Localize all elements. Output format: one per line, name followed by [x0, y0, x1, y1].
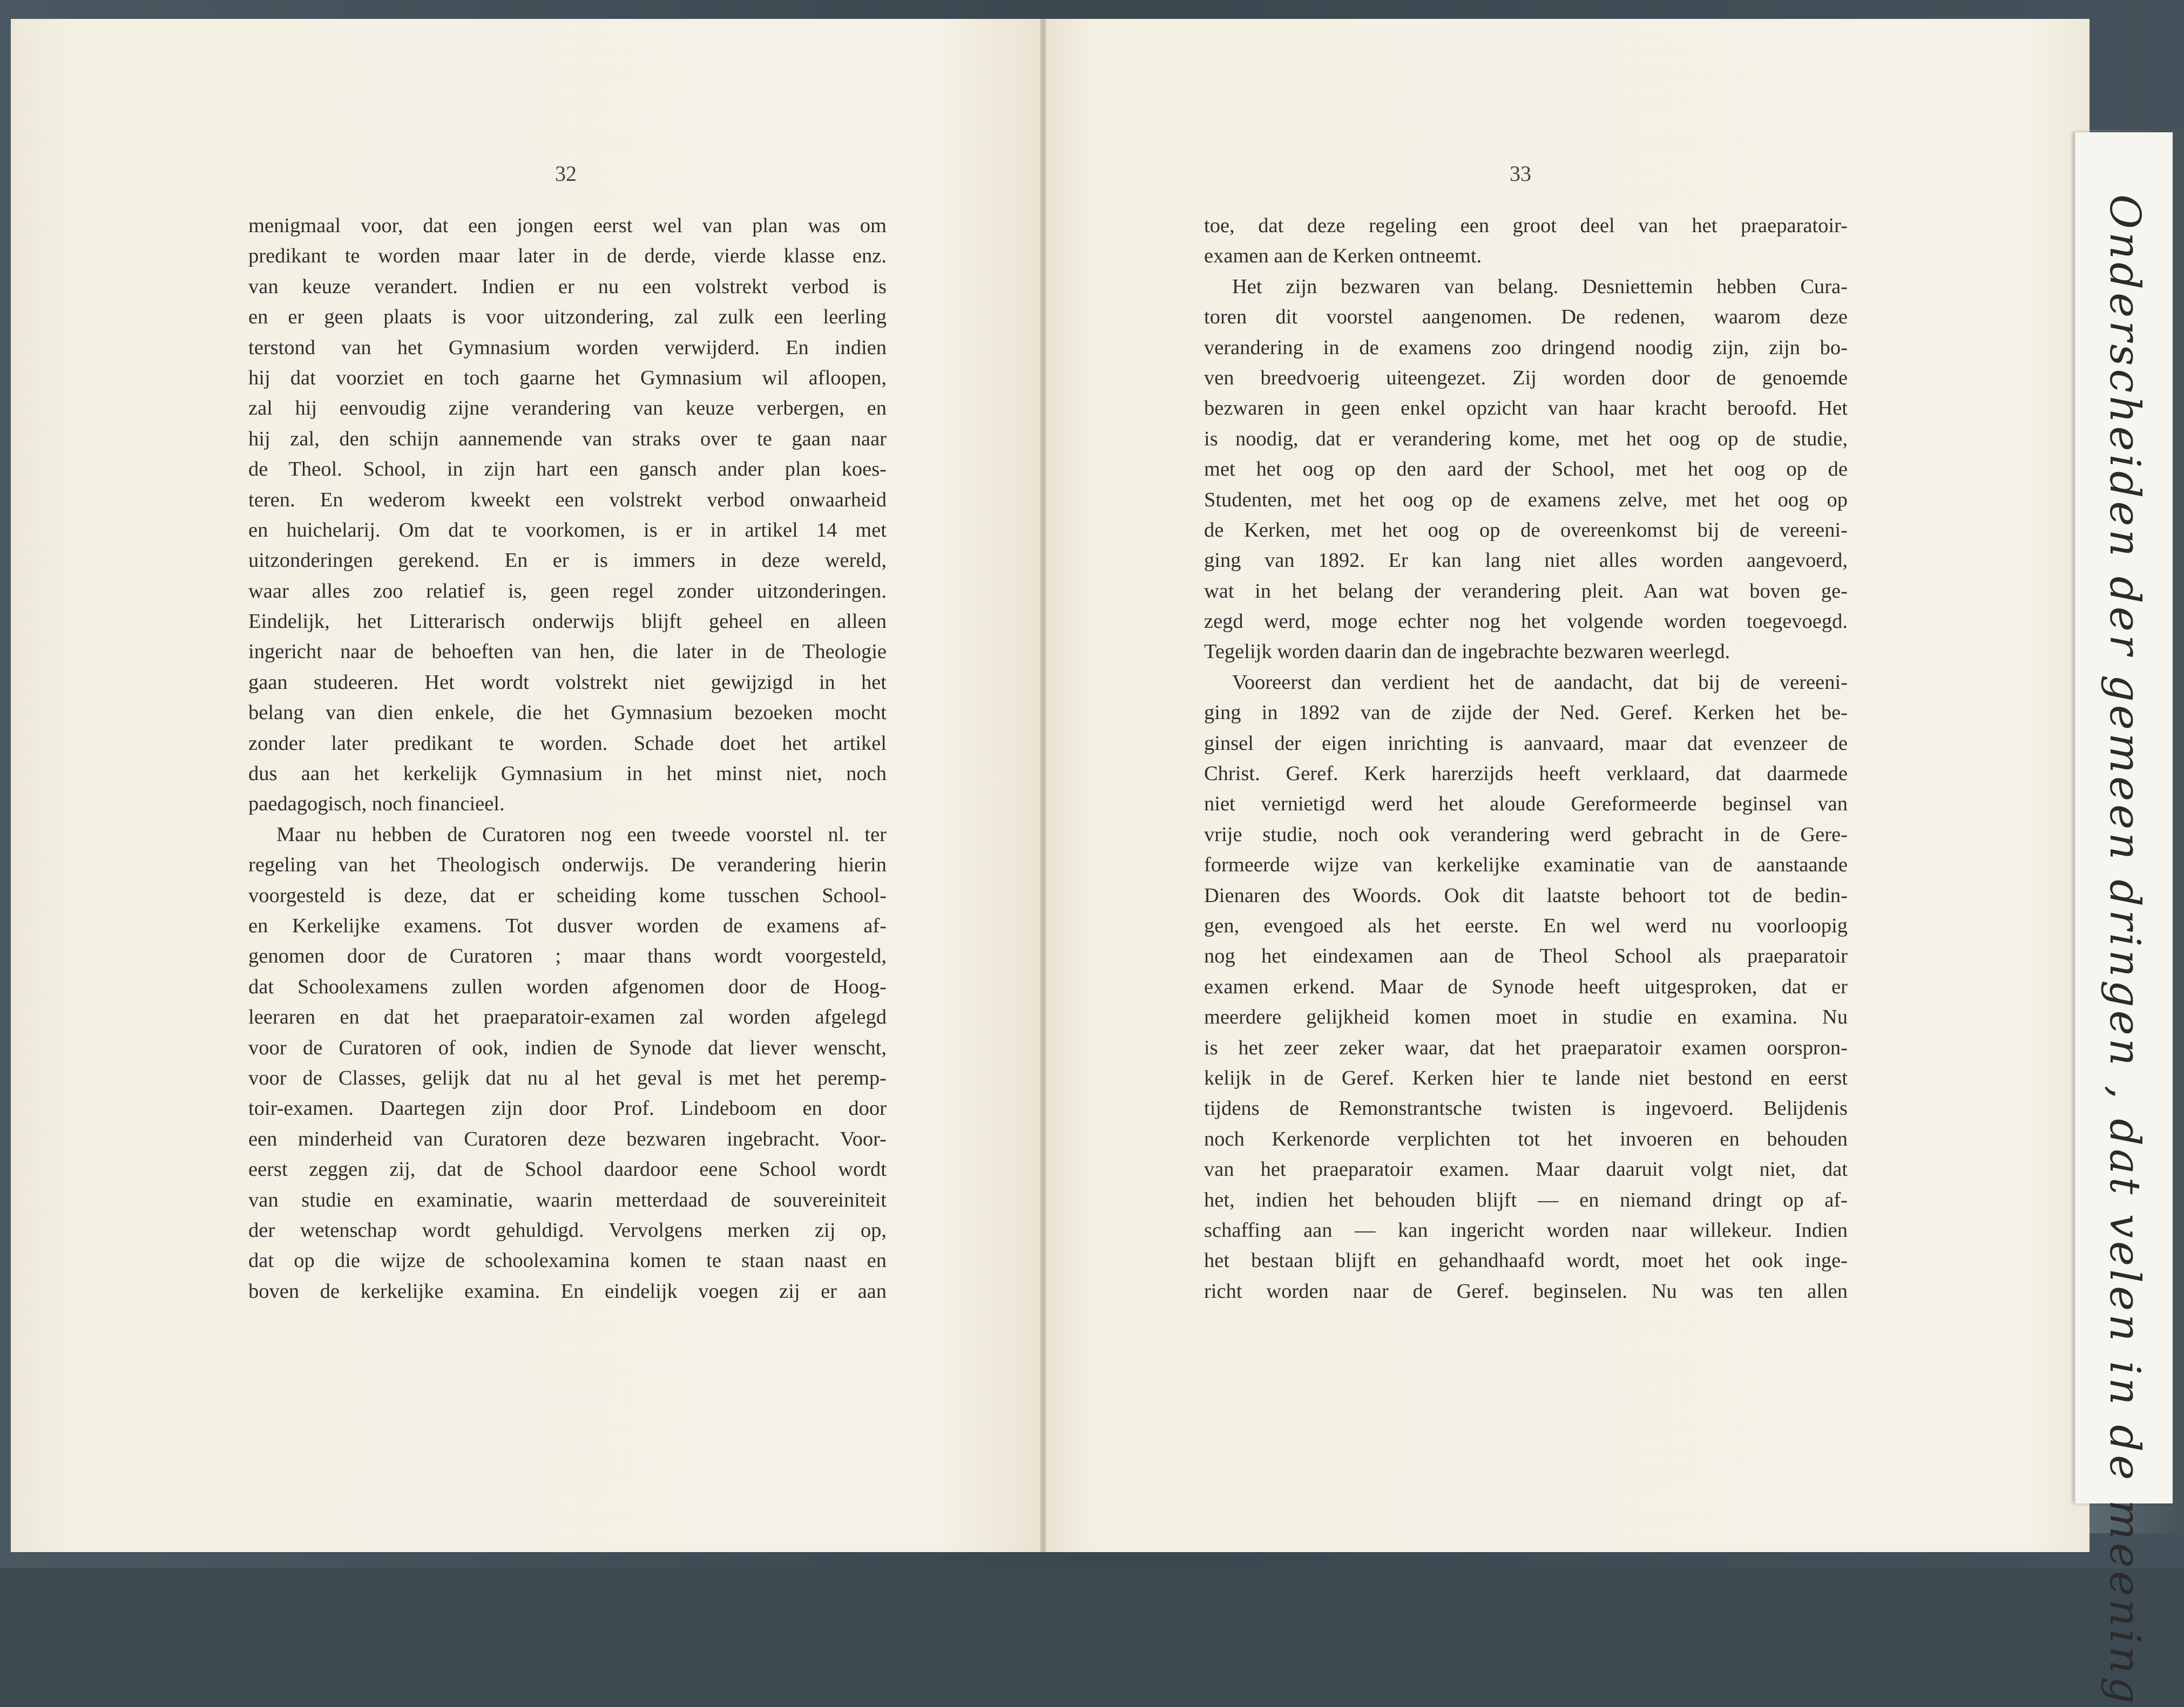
text-line: schaffing aan — kan ingericht worden naar willekeur. Indien [1204, 1218, 1848, 1242]
text-line: van het praeparatoir examen. Maar daaruit volgt niet, dat [1204, 1158, 1848, 1181]
text-line: toren dit voorstel aangenomen. De redenen, waarom deze [1204, 306, 1848, 329]
text-line: nog het eindexamen aan de Theol School als praeparatoir [1204, 945, 1848, 968]
text-line: Vooreerst dan verdient het de aandacht, dat bij de vereeni- [1232, 670, 1848, 694]
text-line: niet vernietigd werd het aloude Gereformeerde beginsel van [1204, 792, 1848, 816]
text-line: Dienaren des Woords. Ook dit laatste behoort tot de bedin- [1204, 884, 1848, 907]
text-line: waar alles zoo relatief is, geen regel zonder uitzonderingen. [248, 579, 887, 602]
text-line: dat op die wijze de schoolexamina komen te staan naast en [248, 1249, 887, 1272]
text-line: belang van dien enkele, die het Gymnasium bezoeken mocht [248, 701, 887, 724]
text-line: de Theol. School, in zijn hart een gansch ander plan koes- [248, 458, 887, 481]
text-line: tijdens de Remonstrantsche twisten is ingevoerd. Belijdenis [1204, 1097, 1848, 1120]
text-line: eerst zeggen zij, dat de School daardoor eene School wordt [248, 1158, 887, 1181]
text-line: gaan studeeren. Het wordt volstrekt niet gewijzigd in het [248, 670, 887, 694]
text-line: en er geen plaats is voor uitzondering, zal zulk een leerling [248, 306, 887, 329]
text-line: Eindelijk, het Litterarisch onderwijs blijft geheel en alleen [248, 610, 887, 633]
text-line: bezwaren in geen enkel opzicht van haar kracht beroofd. Het [1204, 397, 1848, 420]
text-line: ging van 1892. Er kan lang niet alles worden aangevoerd, [1204, 549, 1848, 572]
text-line: noch Kerkenorde verplichten tot het invoeren en behouden [1204, 1127, 1848, 1150]
text-line: examen aan de Kerken ontneemt. [1204, 245, 1482, 268]
text-line: Het zijn bezwaren van belang. Desniettemin hebben Cura- [1232, 275, 1848, 298]
text-line: het bestaan blijft en gehandhaafd wordt, moet het ook inge- [1204, 1249, 1848, 1272]
text-line: is noodig, dat er verandering kome, met het oog op de studie, [1204, 427, 1848, 450]
text-line: zegd werd, moge echter nog het volgende worden toegevoegd. [1204, 610, 1848, 633]
text-line: paedagogisch, noch financieel. [248, 792, 505, 816]
right-page-text [1204, 211, 1848, 1306]
text-line: Tegelijk worden daarin dan de ingebrachte bezwaren weerlegd. [1204, 640, 1730, 663]
text-line: meerdere gelijkheid komen moet in studie en examina. Nu [1204, 1006, 1848, 1029]
text-line: genomen door de Curatoren ; maar thans wordt voorgesteld, [248, 945, 887, 968]
text-line: predikant te worden maar later in de derde, vierde klasse enz. [248, 245, 887, 268]
text-line: van keuze verandert. Indien er nu een volstrekt verbod is [248, 275, 887, 298]
text-line: hij dat voorziet en toch gaarne het Gymnasium wil afloopen, [248, 366, 887, 389]
text-line: teren. En wederom kweekt een volstrekt verbod onwaarheid [248, 488, 887, 511]
text-line: richt worden naar de Geref. beginselen. Nu was ten allen [1204, 1279, 1848, 1303]
text-line: regeling van het Theologisch onderwijs. De verandering hierin [248, 853, 887, 877]
text-line: ginsel der eigen inrichting is aanvaard, maar dat evenzeer de [1204, 731, 1848, 755]
text-line: en Kerkelijke examens. Tot dusver worden de examens af- [248, 914, 887, 937]
text-line: ging in 1892 van de zijde der Ned. Geref. Kerken het be- [1204, 701, 1848, 724]
text-line: formeerde wijze van kerkelijke examinatie van de aanstaande [1204, 853, 1848, 877]
text-line: der wetenschap wordt gehuldigd. Vervolgens merken zij op, [248, 1218, 887, 1242]
text-line: terstond van het Gymnasium worden verwijderd. En indien [248, 336, 887, 359]
text-line: examen erkend. Maar de Synode heeft uitgesproken, dat er [1204, 975, 1848, 998]
text-line: Maar nu hebben de Curatoren nog een tweede voorstel nl. ter [276, 823, 887, 846]
text-line: ingericht naar de behoeften van hen, die later in de Theologie [248, 640, 887, 663]
text-line: zonder later predikant te worden. Schade doet het artikel [248, 731, 887, 755]
text-line: uitzonderingen gerekend. En er is immers in deze wereld, [248, 549, 887, 572]
left-page-number: 32 [555, 161, 577, 186]
text-line: kelijk in de Geref. Kerken hier te lande niet bestond en eerst [1204, 1066, 1848, 1089]
text-line: de Kerken, met het oog op de overeenkomst bij de vereeni- [1204, 518, 1848, 541]
right-page-number: 33 [1510, 161, 1531, 186]
text-line: dat Schoolexamens zullen worden afgenomen door de Hoog- [248, 975, 887, 998]
text-line: menigmaal voor, dat een jongen eerst wel van plan was om [248, 214, 887, 237]
text-line: Studenten, met het oog op de examens zelve, met het oog op [1204, 488, 1848, 511]
text-line: ven breedvoerig uiteengezet. Zij worden door de genoemde [1204, 366, 1848, 389]
text-line: vrije studie, noch ook verandering werd gebracht in de Gere- [1204, 823, 1848, 846]
text-line: leeraren en dat het praeparatoir-examen zal worden afgelegd [248, 1006, 887, 1029]
text-line: een minderheid van Curatoren deze bezwaren ingebracht. Voor- [248, 1127, 887, 1150]
text-line: verandering in de examens zoo dringend noodig zijn, zijn bo- [1204, 336, 1848, 359]
text-line: dus aan het kerkelijk Gymnasium in het minst niet, noch [248, 762, 887, 785]
text-line: gen, evengoed als het eerste. En wel werd nu voorloopig [1204, 914, 1848, 937]
text-line: wat in het belang der verandering pleit. Aan wat boven ge- [1204, 579, 1848, 602]
text-line: met het oog op den aard der School, met het oog op de [1204, 458, 1848, 481]
left-page-text [248, 211, 887, 1306]
text-line: en huichelarij. Om dat te voorkomen, is er in artikel 14 met [248, 518, 887, 541]
text-line: hij zal, den schijn aannemende van straks over te gaan naar [248, 427, 887, 450]
text-line: voorgesteld is deze, dat er scheiding kome tusschen School- [248, 884, 887, 907]
text-line: toir-examen. Daartegen zijn door Prof. Lindeboom en door [248, 1097, 887, 1120]
book-gutter [1040, 19, 1046, 1552]
text-line: voor de Curatoren of ook, indien de Synode dat liever wenscht, [248, 1036, 887, 1059]
text-line: zal hij eenvoudig zijne verandering van keuze verbergen, en [248, 397, 887, 420]
text-line: is het zeer zeker waar, dat het praeparatoir examen oorspron- [1204, 1036, 1848, 1059]
text-line: het, indien het behouden blijft — en niemand dringt op af- [1204, 1188, 1848, 1211]
text-line: voor de Classes, gelijk dat nu al het geval is met het peremp- [248, 1066, 887, 1089]
text-line: Christ. Geref. Kerk harerzijds heeft verklaard, dat daarmede [1204, 762, 1848, 785]
text-line: toe, dat deze regeling een groot deel van het praeparatoir- [1204, 214, 1848, 237]
text-line: van studie en examinatie, waarin metterdaad de souvereiniteit [248, 1188, 887, 1211]
handwritten-note: Onderscheiden der gemeen dringen , dat velen in de meening [2100, 194, 2149, 1707]
text-line: boven de kerkelijke examina. En eindelijk voegen zij er aan [248, 1279, 887, 1303]
